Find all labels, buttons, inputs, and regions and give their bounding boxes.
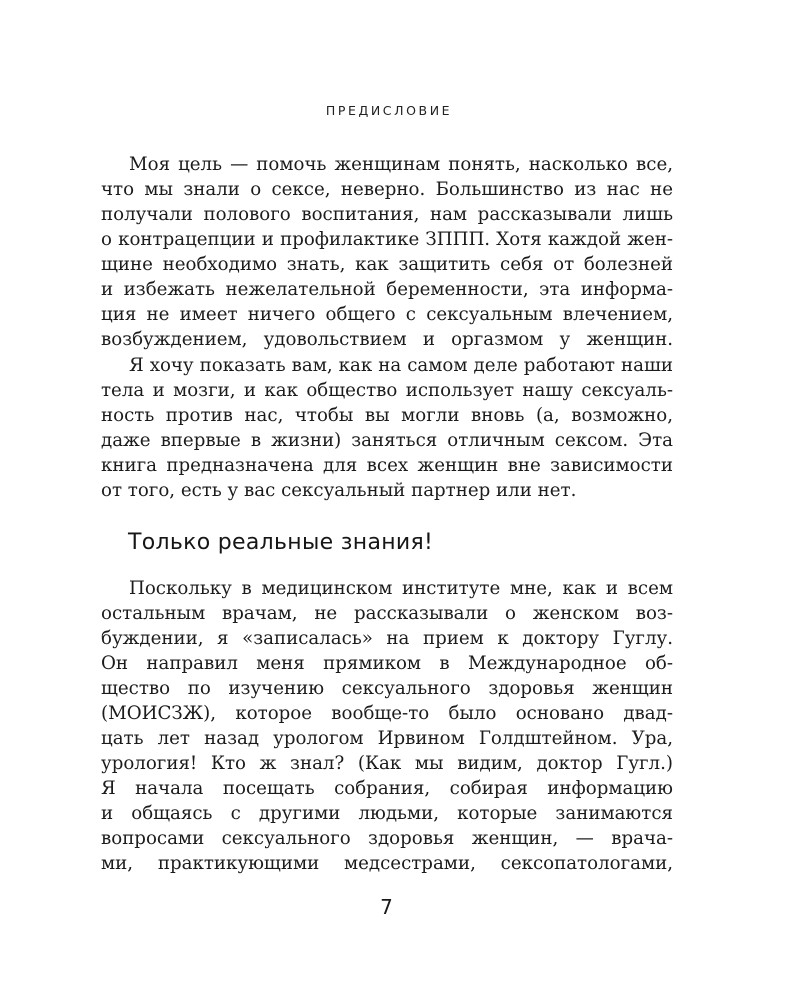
text-line: и избежать нежелательной беременности, эта информа- — [101, 279, 673, 300]
text-line: Я начала посещать собрания, собирая информацию — [101, 778, 673, 799]
paragraph-medical-school — [101, 576, 673, 876]
text-line: щество по изучению сексуального здоровья женщин — [101, 678, 673, 699]
text-line: ция не имеет ничего общего с сексуальным влечением, — [101, 304, 673, 325]
text-line: цать лет назад урологом Ирвином Голдштейном. Ура, — [101, 728, 673, 749]
text-line: возбуждением, удовольствием и оргазмом у женщин. — [101, 329, 673, 350]
text-line: тела и мозги, и как общество использует нашу сексуаль- — [101, 380, 673, 401]
text-line: Поскольку в медицинском институте мне, как и всем — [129, 578, 673, 599]
text-line: что мы знали о сексе, неверно. Большинство из нас не — [101, 179, 673, 200]
text-line: Он направил меня прямиком в Международное об- — [101, 653, 673, 674]
text-line: Моя цель — помочь женщинам понять, насколько все, — [129, 154, 673, 175]
text-line: буждении, я «записалась» на прием к доктору Гуглу. — [101, 628, 673, 649]
text-line: урология! Кто ж знал? (Как мы видим, доктор Гугл.) — [101, 753, 673, 774]
text-line: щине необходимо знать, как защитить себя от болезней — [101, 254, 673, 275]
text-line: вопросами сексуального здоровья женщин, — врача- — [101, 828, 673, 849]
text-line: от того, есть у вас сексуальный партнер или нет. — [101, 480, 577, 501]
text-line: (МОИСЗЖ), которое вообще-то было основано двад- — [101, 703, 673, 724]
text-line: и общаясь с другими людьми, которые занимаются — [101, 803, 673, 824]
text-line: Я хочу показать вам, как на самом деле работают наши — [129, 355, 673, 376]
text-line: получали полового воспитания, нам рассказывали лишь — [101, 204, 673, 225]
text-line: остальным врачам, не рассказывали о женском воз- — [101, 603, 673, 624]
paragraph-show-you — [101, 353, 673, 503]
section-heading: Только реальные знания! — [128, 530, 434, 555]
text-line: ми, практикующими медсестрами, сексопатологами, — [101, 853, 673, 874]
running-head: ПРЕДИСЛОВИЕ — [325, 103, 453, 118]
text-line: о контрацепции и профилактике ЗППП. Хотя каждой жен- — [101, 229, 673, 250]
text-line: даже впервые в жизни) заняться отличным сексом. Эта — [101, 430, 673, 451]
text-line: книга предназначена для всех женщин вне зависимости — [101, 455, 673, 476]
paragraph-goal — [101, 152, 673, 352]
page-number: 7 — [380, 895, 393, 919]
text-line: ность против нас, чтобы вы могли вновь (а, возможно, — [101, 405, 673, 426]
